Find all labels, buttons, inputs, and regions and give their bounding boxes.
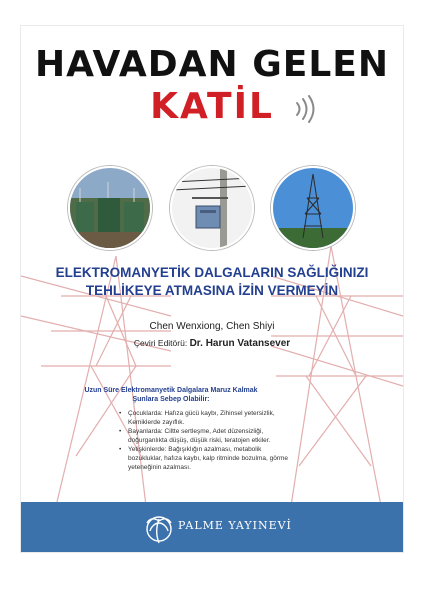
list-item: • Yetişkinlerde: Bağışıklığın azalması, metabolik bozukluklar, hafıza kaybı, kalp ritminde bozulma, görme yeteneğinin azalması. (119, 445, 289, 472)
authors: Chen Wenxiong, Chen Shiyi (149, 321, 275, 332)
list-item: • Çocuklarda: Hafıza gücü kaybı, Zihinsel yetersizlik, Kemiklerde zayıflık. (119, 409, 289, 427)
signal-waves-icon (291, 94, 321, 124)
subtitle-line1: ELEKTROMANYETİK DALGALARIN SAĞLIĞINIZI (55, 265, 369, 280)
utility-pole-transformer-photo (170, 166, 254, 250)
subtitle-line2: TEHLİKEYE ATMASINA İZİN VERMEYİN (85, 283, 339, 298)
translator-line (21, 338, 403, 349)
publisher-band (21, 502, 403, 552)
book-subtitle (31, 264, 393, 300)
book-cover (21, 26, 403, 552)
book-title-line1: HAVADAN GELEN (34, 44, 390, 85)
publisher-name: PALME YAYINEVİ (178, 519, 292, 532)
translator-name: Dr. Harun Vatansever (189, 338, 291, 349)
back-heading: Uzun Süre Elektromanyetik Dalgalara Maruz Kalmak Şunlara Sebep Olabilir: (84, 387, 258, 403)
effects-list (119, 409, 289, 472)
book-title-line2: KATİL (150, 86, 274, 127)
palme-logo-icon (145, 511, 173, 545)
list-item: • Bayanlarda: Ciltte sertleşme, Adet düzensizliği, doğurganlıkta düşüş, düşük riski, teratojen etkiler. (119, 427, 289, 445)
transformer-station-photo (68, 166, 152, 250)
radio-tower-photo (271, 166, 355, 250)
translator-label: Çeviri Editörü: (133, 338, 188, 348)
